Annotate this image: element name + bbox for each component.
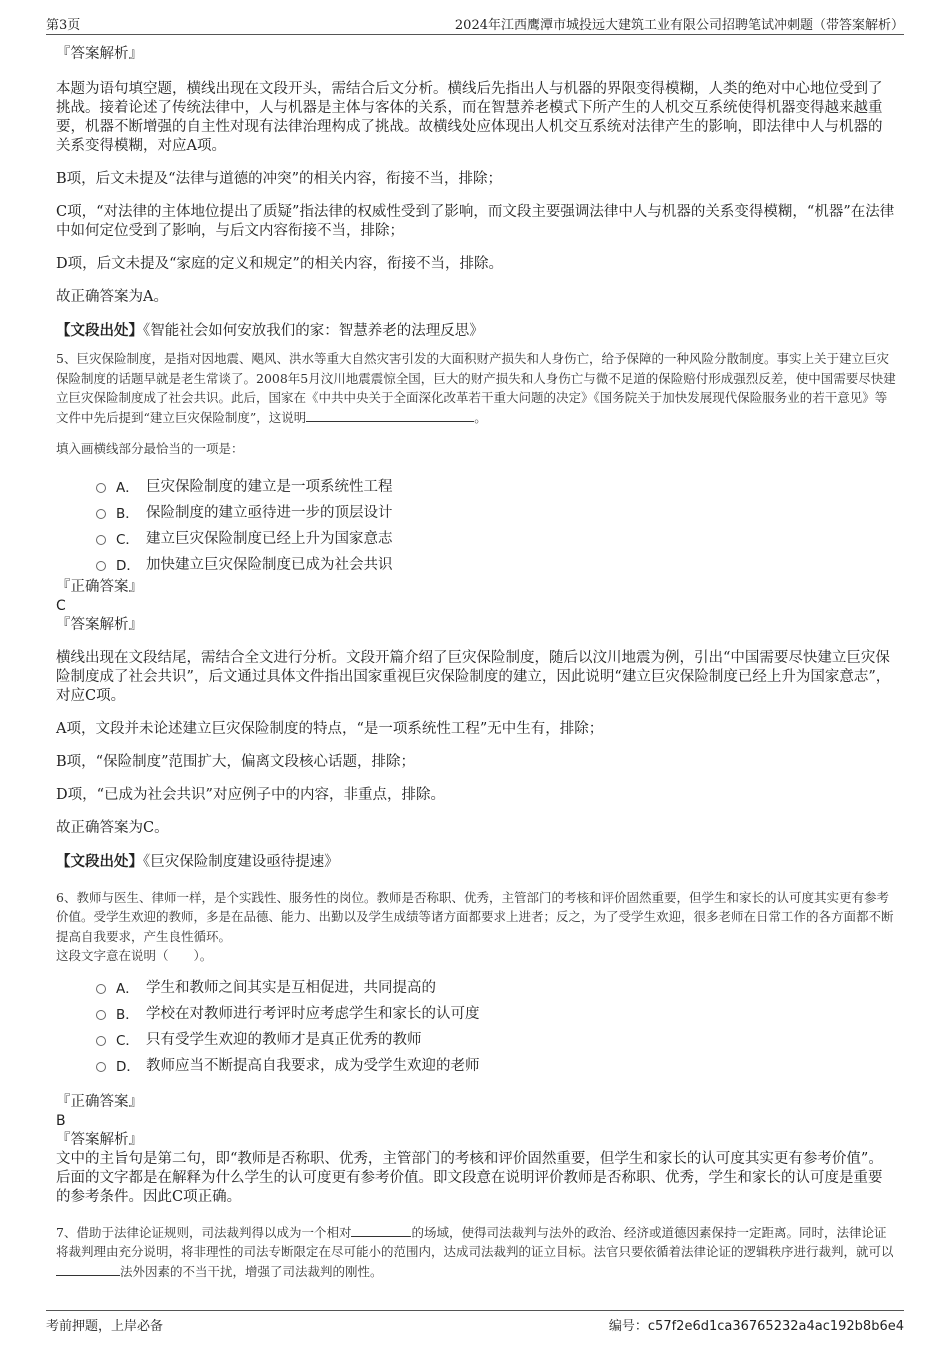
- option-text: 加快建立巨灾保险制度已成为社会共识: [146, 557, 393, 573]
- option-letter: B．: [116, 505, 139, 522]
- option-letter: C．: [116, 1032, 139, 1049]
- q4-source-label: 【文段出处】: [56, 322, 143, 339]
- q7-stem-text-1: 7、借助于法律论证规则，司法裁判得以成为一个相对: [56, 1224, 352, 1240]
- q7-answer-blank-2: [56, 1263, 120, 1276]
- q5-analysis-main: 横线出现在文段结尾，需结合全文进行分析。文段开篇介绍了巨灾保险制度，随后以汶川地震为例，引出“中国需要尽快建立巨灾保险制度成了社会共识”，后文通过具体文件指出国家重视巨灾保险制度的建立，因此说明“建立巨灾保险制度已经上升为国家意志”，对应C项。: [56, 649, 891, 704]
- document-body: [56, 44, 896, 1281]
- option-letter: B．: [116, 1006, 139, 1023]
- radio-icon[interactable]: [96, 535, 106, 545]
- option-text: 建立巨灾保险制度已经上升为国家意志: [146, 531, 393, 547]
- radio-icon[interactable]: [96, 509, 106, 519]
- q5-source-label: 【文段出处】: [56, 852, 143, 870]
- q5-analysis-tag: 『答案解析』: [56, 616, 143, 633]
- q5-source-title: 《巨灾保险制度建设亟待提速》: [143, 853, 339, 870]
- q5-correct-answer: C: [56, 597, 66, 614]
- option-text: 保险制度的建立亟待进一步的顶层设计: [146, 505, 393, 521]
- q6-analysis-tag: 『答案解析』: [56, 1131, 143, 1148]
- option-text: 学校在对教师进行考评时应考虑学生和家长的认可度: [146, 1006, 480, 1022]
- footer-slogan: 考前押题，上岸必备: [46, 1319, 164, 1334]
- q5-analysis-option-d: D项，“已成为社会共识”对应例子中的内容，非重点，排除。: [56, 786, 445, 803]
- q5-correct-tag: 『正确答案』: [56, 578, 143, 595]
- q4-conclusion: 故正确答案为A。: [56, 289, 168, 305]
- q5-options: [96, 473, 896, 577]
- radio-icon[interactable]: [96, 1010, 106, 1020]
- q6-stem: 6、教师与医生、律师一样，是个实践性、服务性的岗位。教师是否称职、优秀，主管部门的考核和评价固然重要，但学生和家长的认可度其实更有参考价值。受学生欢迎的教师，多是在品德、能力、出勤以及学生成绩等诸方面都要求上进者；反之，为了受学生欢迎，很多老师在日常工作的各方面都不断提高自我要求，产生良性循环。: [56, 889, 894, 944]
- q6-option-b[interactable]: [96, 1000, 896, 1026]
- q4-source-title: 《智能社会如何安放我们的家：智慧养老的法理反思》: [143, 323, 484, 339]
- q6-prompt: 这段文字意在说明（ ）。: [56, 948, 213, 963]
- document-code-label: 编号：: [608, 1319, 648, 1334]
- q5-option-b[interactable]: [96, 499, 896, 525]
- q5-stem: [56, 349, 896, 427]
- q6-correct-tag: 『正确答案』: [56, 1093, 143, 1110]
- radio-icon[interactable]: [96, 1036, 106, 1046]
- q4-analysis-tag: 『答案解析』: [56, 46, 143, 62]
- q4-source: [56, 321, 896, 341]
- q5-source: [56, 852, 896, 872]
- q7-stem-text-3: 法外因素的不当干扰，增强了司法裁判的刚性。: [120, 1263, 383, 1279]
- q6-option-c[interactable]: [96, 1026, 896, 1052]
- option-letter: A．: [116, 479, 139, 496]
- q5-analysis-option-b: B项，“保险制度”范围扩大，偏离文段核心话题，排除；: [56, 753, 415, 770]
- q6-analysis-main: 文中的主旨句是第二句，即“教师是否称职、优秀，主管部门的考核和评价固然重要，但学生和家长的认可度其实更有参考价值”。后面的文字都是在解释为什么学生的认可度更有参考价值。即文段意在说明评价教师是否称职、优秀，学生和家长的认可度是重要的参考条件。因此C项正确。: [56, 1150, 883, 1205]
- q7-stem-text-2: 的场域，使得司法裁判与法外的政治、经济或道德因素保持一定距离。同时，法律论证将裁判理由充分说明，将非理性的司法专断限定在尽可能小的范围内，达成司法裁判的证立目标。法官只要依循着法律论证的逻辑秩序进行裁判，就可以: [56, 1224, 894, 1259]
- page-footer: [46, 1310, 904, 1334]
- document-code-value: c57f2e6d1ca36765232a4ac192b8b6e4: [647, 1319, 904, 1334]
- document-code: [609, 1315, 904, 1334]
- option-letter: C．: [116, 531, 139, 548]
- q4-analysis-option-d: D项，后文未提及“家庭的定义和规定”的相关内容，衔接不当，排除。: [56, 256, 503, 272]
- q7-stem: [56, 1223, 896, 1282]
- q7-answer-blank-1: [351, 1224, 411, 1237]
- option-letter: D．: [116, 557, 140, 574]
- page-header: [46, 12, 904, 35]
- q4-analysis-option-b: B项，后文未提及“法律与道德的冲突”的相关内容，衔接不当，排除；: [56, 171, 502, 187]
- q6-option-d[interactable]: [96, 1052, 896, 1078]
- radio-icon[interactable]: [96, 483, 106, 493]
- q5-option-a[interactable]: [96, 473, 896, 499]
- q5-analysis-option-a: A项，文段并未论述建立巨灾保险制度的特点，“是一项系统性工程”无中生有，排除；: [56, 720, 604, 737]
- q4-analysis-option-c: C项，“对法律的主体地位提出了质疑”指法律的权威性受到了影响，而文段主要强调法律中人与机器的关系变得模糊，“机器”在法律中如何定位受到了影响，与后文内容衔接不当，排除；: [56, 204, 895, 239]
- q5-option-c[interactable]: [96, 525, 896, 551]
- q5-stem-text: 5、巨灾保险制度，是指对因地震、飓风、洪水等重大自然灾害引发的大面积财产损失和人身伤亡，给予保障的一种风险分散制度。事实上关于建立巨灾保险制度的话题早就是老生常谈了。2008年5月汶川地震震惊全国，巨大的财产损失和人身伤亡与微不足道的保险赔付形成强烈反差，使中国需要尽快建立巨灾保险制度成了社会共识。此后，国家在《中共中央关于全面深化改革若干重大问题的决定》《国务院关于加快发展现代保险服务业的若干意见》等文件中先后提到“建立巨灾保险制度”，这说明: [56, 351, 896, 425]
- q5-conclusion: 故正确答案为C。: [56, 819, 169, 836]
- option-letter: D．: [116, 1058, 140, 1075]
- q5-answer-blank: [306, 409, 474, 422]
- option-text: 教师应当不断提高自我要求，成为受学生欢迎的老师: [146, 1058, 480, 1074]
- document-title: 2024年江西鹰潭市城投远大建筑工业有限公司招聘笔试冲刺题（带答案解析）: [454, 18, 904, 33]
- q6-option-a[interactable]: [96, 974, 896, 1000]
- q6-correct-answer: B: [56, 1112, 66, 1129]
- q4-analysis-main: 本题为语句填空题，横线出现在文段开头，需结合后文分析。横线后先指出人与机器的界限变得模糊，人类的绝对中心地位受到了挑战。接着论述了传统法律中，人与机器是主体与客体的关系，而在智慧养老模式下所产生的人机交互系统使得机器变得越来越重要，机器不断增强的自主性对现有法律治理构成了挑战。故横线处应体现出人机交互系统对法律产生的影响，即法律中人与机器的关系变得模糊，对应A项。: [56, 81, 883, 154]
- q6-options: [96, 974, 896, 1078]
- radio-icon[interactable]: [96, 984, 106, 994]
- option-text: 巨灾保险制度的建立是一项系统性工程: [146, 479, 393, 495]
- q5-stem-end: 。: [474, 409, 487, 425]
- q5-prompt: 填入画横线部分最恰当的一项是：: [56, 441, 244, 456]
- radio-icon[interactable]: [96, 561, 106, 571]
- radio-icon[interactable]: [96, 1062, 106, 1072]
- option-text: 只有受学生欢迎的教师才是真正优秀的教师: [146, 1032, 422, 1048]
- q5-option-d[interactable]: [96, 551, 896, 577]
- option-text: 学生和教师之间其实是互相促进，共同提高的: [146, 980, 436, 996]
- option-letter: A．: [116, 980, 139, 997]
- page-number: 第3页: [46, 18, 81, 33]
